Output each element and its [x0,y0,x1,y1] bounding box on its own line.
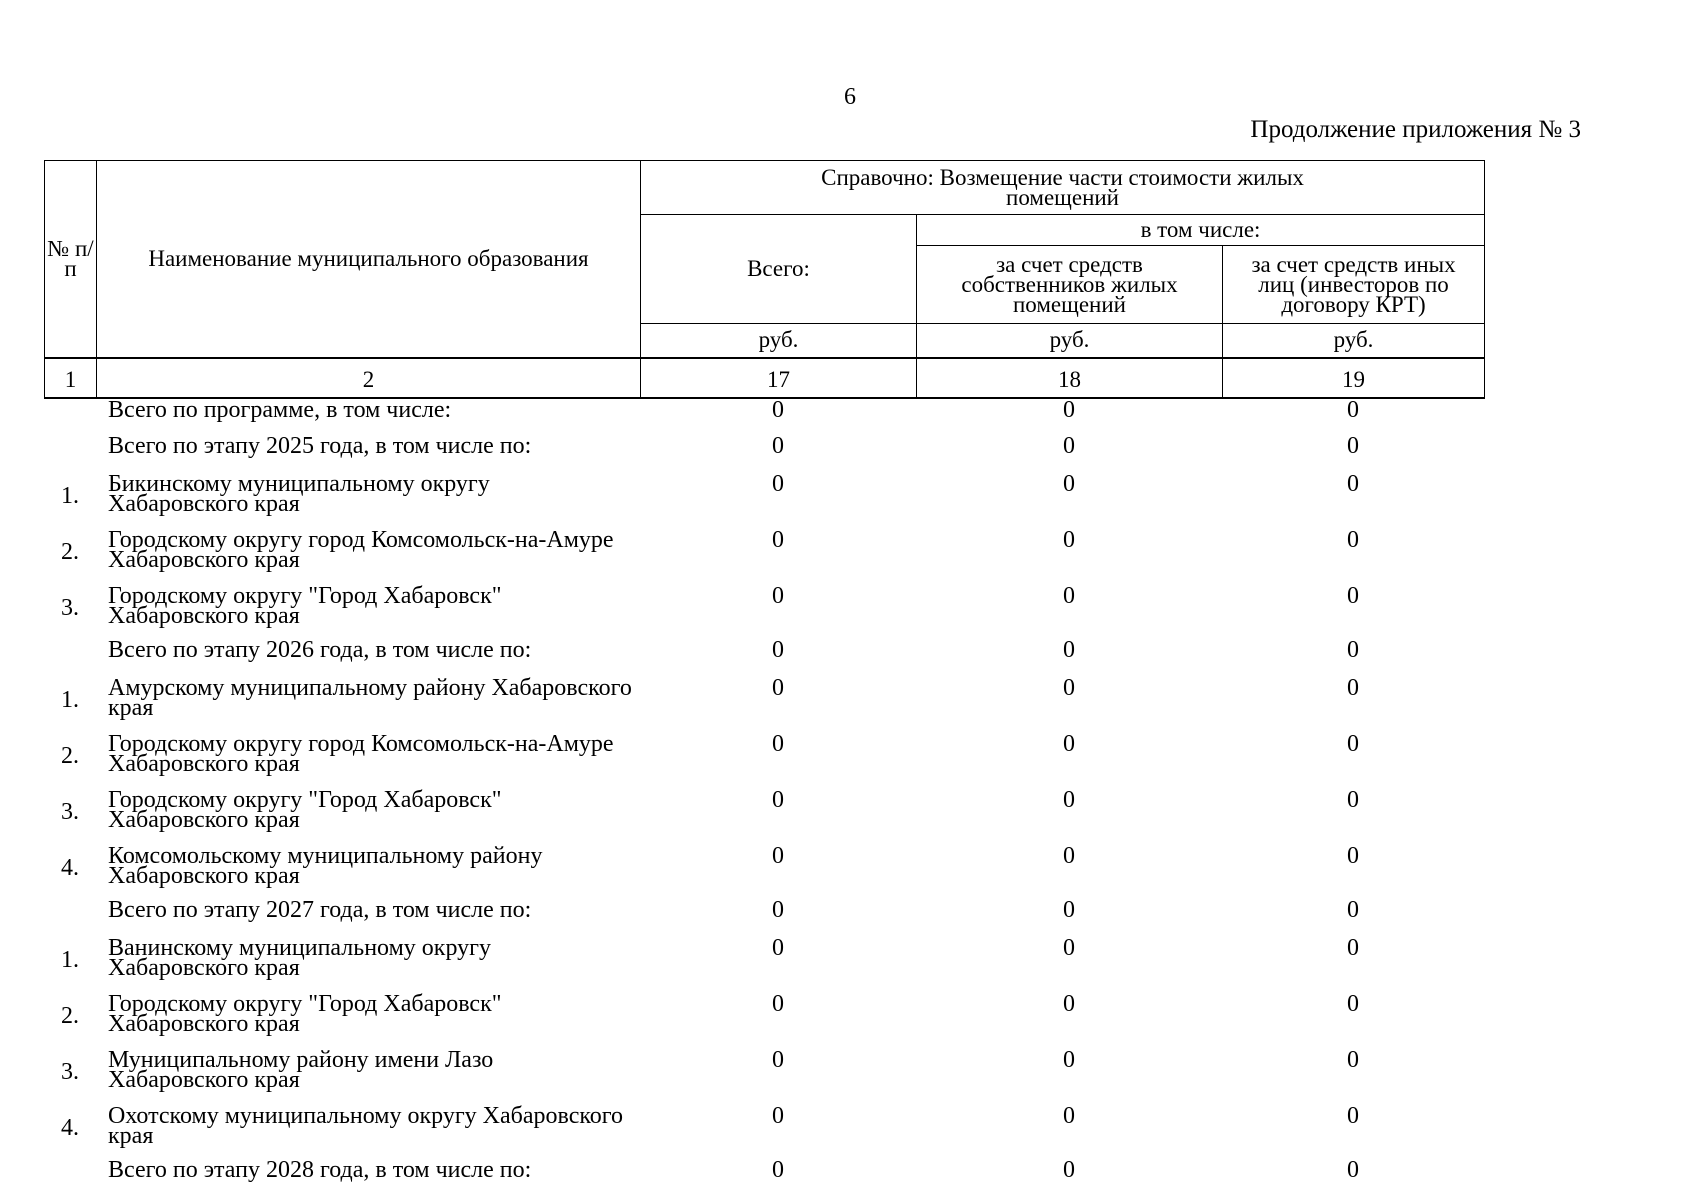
row-number: 2. [61,743,79,769]
value-owners-funds: 0 [1063,471,1075,497]
table-row [44,988,1484,1044]
column-number: 19 [1223,358,1485,398]
value-investors-funds: 0 [1347,471,1359,497]
value-total: 0 [772,583,784,609]
value-owners-funds: 0 [1063,527,1075,553]
value-total: 0 [772,397,784,423]
value-investors-funds: 0 [1347,897,1359,923]
header-unit-investors: руб. [1223,324,1485,358]
value-owners-funds: 0 [1063,583,1075,609]
value-owners-funds: 0 [1063,787,1075,813]
value-owners-funds: 0 [1063,731,1075,757]
row-number: 3. [61,1059,79,1085]
row-number: 2. [61,539,79,565]
municipality-name: Бикинскому муниципальному округу Хабаровского края [108,471,490,517]
value-total: 0 [772,675,784,701]
column-number: 17 [641,358,917,398]
table-row [44,524,1484,580]
subtotal-row [44,636,1484,672]
row-number [44,396,96,432]
value-investors-funds: 0 [1347,935,1359,961]
municipality-name: Всего по программе, в том числе: [108,397,452,423]
value-investors-funds: 0 [1347,527,1359,553]
value-total: 0 [772,843,784,869]
municipality-name: Городскому округу "Город Хабаровск" Хабаровского края [108,787,502,833]
value-total: 0 [772,637,784,663]
municipality-name: Всего по этапу 2025 года, в том числе по: [108,433,532,459]
row-number: 3. [61,595,79,621]
value-total: 0 [772,471,784,497]
row-number: 2. [61,1003,79,1029]
value-owners-funds: 0 [1063,897,1075,923]
subtotal-row [44,896,1484,932]
municipality-name: Городскому округу город Комсомольск-на-Амуре Хабаровского края [108,527,614,573]
column-number: 18 [917,358,1223,398]
table-row [44,932,1484,988]
value-investors-funds: 0 [1347,731,1359,757]
appendix-note: Продолжение приложения № 3 [1250,116,1581,143]
municipality-name: Всего по этапу 2026 года, в том числе по: [108,637,532,663]
table-header [44,160,1485,399]
table-row [44,1100,1484,1156]
municipality-name: Комсомольскому муниципальному району Хабаровского края [108,843,543,889]
row-number: 1. [61,687,79,713]
row-number [44,896,96,932]
municipality-name: Муниципальному району имени Лазо Хабаровского края [108,1047,494,1093]
table-row [44,728,1484,784]
row-number [44,1156,96,1192]
header-including: в том числе: [917,215,1485,246]
value-owners-funds: 0 [1063,1157,1075,1183]
value-total: 0 [772,787,784,813]
row-number: 1. [61,947,79,973]
value-total: 0 [772,1047,784,1073]
row-number: 4. [61,1115,79,1141]
header-unit-total: руб. [641,324,917,358]
value-investors-funds: 0 [1347,637,1359,663]
table-row [44,1044,1484,1100]
column-number: 1 [45,358,97,398]
row-number: 4. [61,855,79,881]
subtotal-row [44,432,1484,468]
header-investors-funds: за счет средств иных лиц (инвесторов по договору КРТ) [1223,246,1485,324]
municipality-name: Охотскому муниципальному округу Хабаровского края [108,1103,624,1149]
table-row [44,784,1484,840]
municipality-name: Городскому округу "Город Хабаровск" Хабаровского края [108,583,502,629]
municipality-name: Амурскому муниципальному району Хабаровского края [108,675,632,721]
value-investors-funds: 0 [1347,787,1359,813]
municipality-name: Городскому округу "Город Хабаровск" Хабаровского края [108,991,502,1037]
table-row [44,468,1484,524]
value-investors-funds: 0 [1347,991,1359,1017]
municipality-name: Всего по этапу 2027 года, в том числе по: [108,897,532,923]
header-reference-group: Справочно: Возмещение части стоимости жилых помещений [641,161,1485,215]
value-owners-funds: 0 [1063,1047,1075,1073]
value-owners-funds: 0 [1063,433,1075,459]
header-col-no: № п/п [45,161,97,358]
column-number: 2 [97,358,641,398]
value-total: 0 [772,1103,784,1129]
row-number: 3. [61,799,79,825]
value-investors-funds: 0 [1347,1047,1359,1073]
municipality-name: Городскому округу город Комсомольск-на-Амуре Хабаровского края [108,731,614,777]
value-owners-funds: 0 [1063,637,1075,663]
header-unit-owners: руб. [917,324,1223,358]
value-total: 0 [772,897,784,923]
subtotal-row [44,396,1484,432]
value-owners-funds: 0 [1063,935,1075,961]
value-owners-funds: 0 [1063,1103,1075,1129]
value-total: 0 [772,433,784,459]
value-owners-funds: 0 [1063,675,1075,701]
table-body [44,396,1484,1192]
subtotal-row [44,1156,1484,1192]
municipality-name: Ванинскому муниципальному округу Хабаровского края [108,935,491,981]
value-total: 0 [772,935,784,961]
header-total: Всего: [641,215,917,324]
value-investors-funds: 0 [1347,397,1359,423]
value-investors-funds: 0 [1347,1103,1359,1129]
value-investors-funds: 0 [1347,675,1359,701]
row-number: 1. [61,483,79,509]
value-total: 0 [772,731,784,757]
row-number [44,432,96,468]
value-investors-funds: 0 [1347,843,1359,869]
page-number: 6 [844,84,856,110]
table-row [44,672,1484,728]
value-owners-funds: 0 [1063,397,1075,423]
header-col-name: Наименование муниципального образования [97,161,641,358]
row-number [44,636,96,672]
value-owners-funds: 0 [1063,843,1075,869]
table-row [44,840,1484,896]
value-investors-funds: 0 [1347,433,1359,459]
value-investors-funds: 0 [1347,583,1359,609]
value-total: 0 [772,527,784,553]
table-row [44,580,1484,636]
value-total: 0 [772,991,784,1017]
header-owners-funds: за счет средств собственников жилых помещений [917,246,1223,324]
value-total: 0 [772,1157,784,1183]
value-investors-funds: 0 [1347,1157,1359,1183]
municipality-name: Всего по этапу 2028 года, в том числе по: [108,1157,532,1183]
value-owners-funds: 0 [1063,991,1075,1017]
